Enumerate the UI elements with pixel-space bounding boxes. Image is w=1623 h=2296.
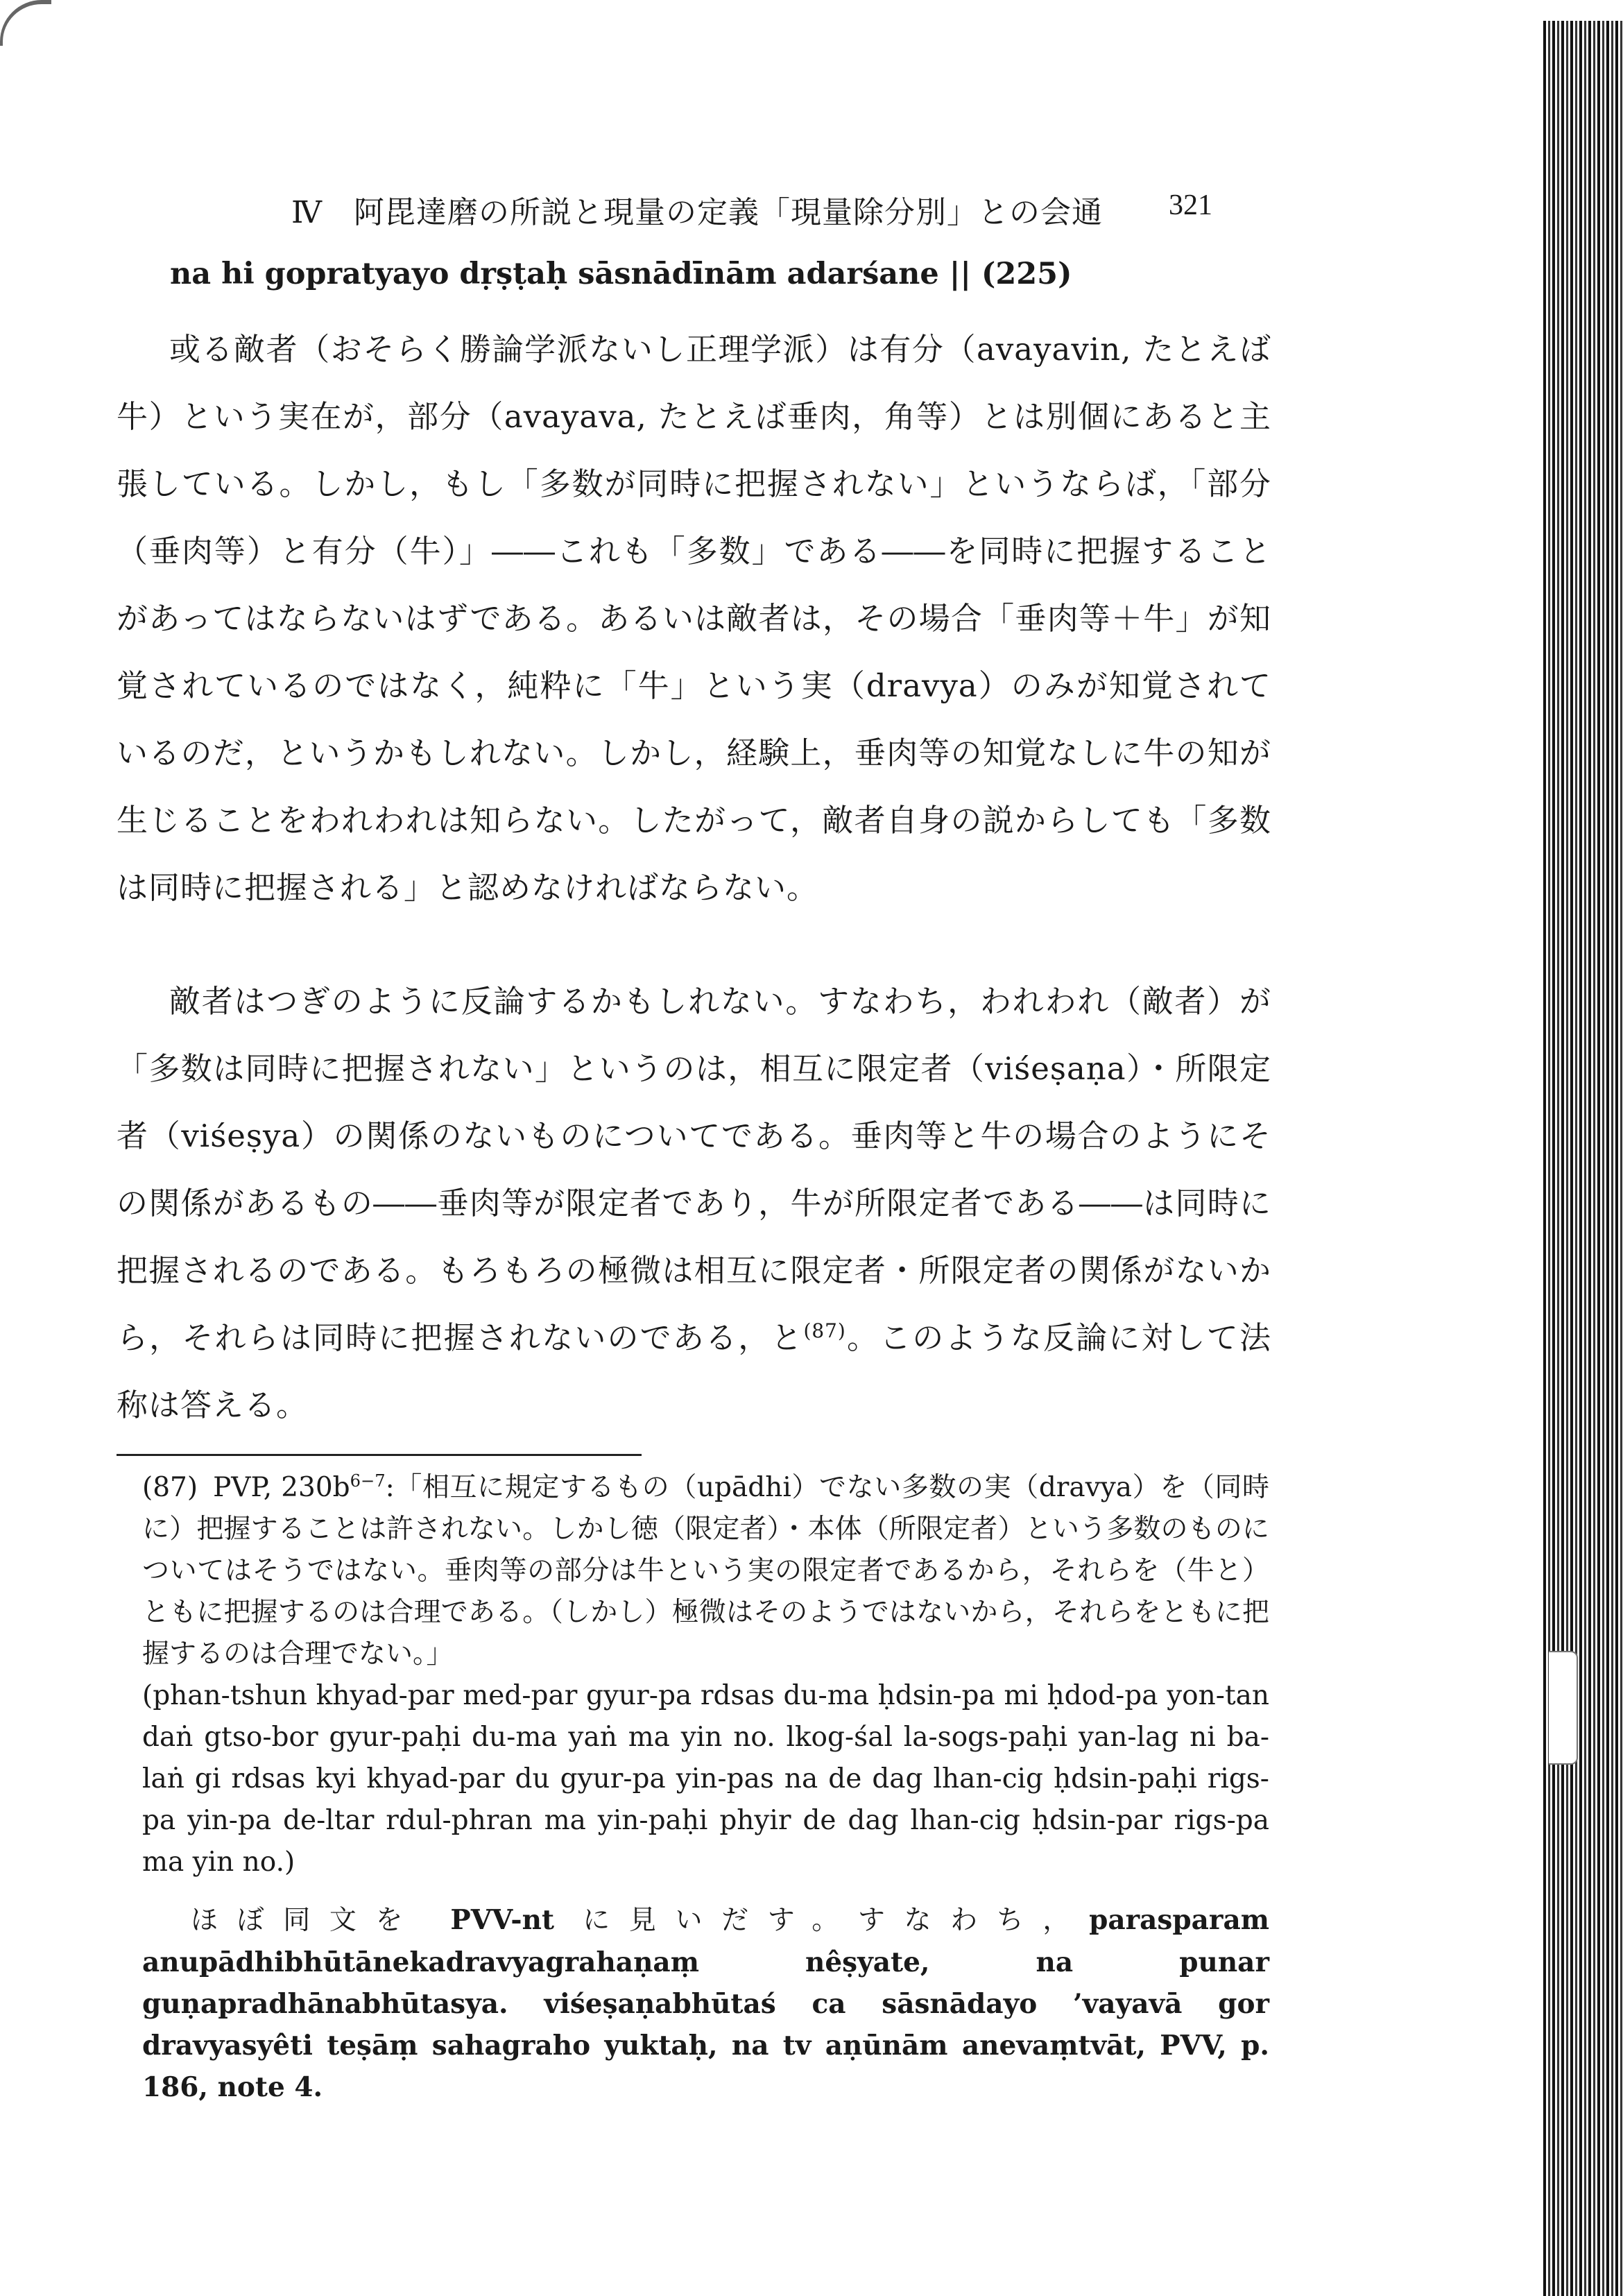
footnote-87 — [142, 1467, 1269, 1883]
body-paragraph-1: 或る敵者（おそらく勝論学派ないし正理学派）は有分（avayavin, たとえば牛）という実在が，部分（avayava, たとえば垂肉，角等）とは別個にあると主張している。しかし，もし「多数が同時に把握されない」というならば，「部分（垂肉等）と有分（牛）」――これも「多数」である――を同時に把握することがあってはならないはずである。あるいは敵者は，その場合「垂肉等＋牛」が知覚されているのではなく，純粋に「牛」という実（dravya）のみが知覚されているのだ，というかもしれない。しかし，経験上，垂肉等の知覚なしに牛の知が生じることをわれわれは知らない。したがって，敵者自身の説からしても「多数は同時に把握される」と認めなければならない。 — [117, 331, 1271, 906]
gutter-tab — [1549, 1651, 1578, 1765]
footnote-source: PVP, 230b — [213, 1472, 350, 1503]
verse-line: na hi gopratyayo dṛṣṭaḥ sāsnādīnām adarśane || (225) — [170, 257, 1072, 291]
footnote-source-pages: 6−7 — [350, 1471, 386, 1491]
page-header — [291, 187, 1262, 236]
footnote-label: (87) — [142, 1472, 198, 1503]
scan-corner-mark — [0, 0, 51, 46]
book-gutter — [1543, 21, 1623, 2296]
footnote-japanese: 「相互に規定するもの（upādhi）でない多数の実（dravya）を（同時に）把握することは許されない。しかし徳（限定者）・本体（所限定者）という多数のものについてはそうではない。垂肉等の部分は牛という実の限定者であるから，それらを（牛と）ともに把握するのは合理である。（しかし）極微はそのようではないから，それらをともに把握するのは合理でない。」 — [142, 1472, 1269, 1670]
footnote-sanskrit: parasparam anupādhibhūtānekadravyagrahaṇaṃ nêṣyate, na punar guṇapradhānabhūtasya. viśeṣaṇabhūtaś ca sāsnādayo ’vayavā gor dravyasyêti teṣāṃ sahagraho yuktaḥ, na tv aṇūnām anevaṃtvāt, PVV, p. 186, note 4. — [142, 1904, 1269, 2103]
footnote-87-paragraph-2 — [142, 1899, 1269, 2108]
running-head: Ⅳ 阿毘達磨の所説と現量の定義「現量除分別」との会通 — [291, 195, 1103, 230]
footnote-pvv-nt: PVV-nt — [422, 1904, 583, 1936]
footnote-colon: : — [385, 1472, 395, 1503]
paragraph-2-text: 敵者はつぎのように反論するかもしれない。すなわち，われわれ（敵者）が「多数は同時に把握されない」というのは，相互に限定者（viśeṣaṇa）・所限定者（viśeṣya）の関係のないものについてである。垂肉等と牛の場合のようにその関係があるもの――垂肉等が限定者であり，牛が所限定者である――は同時に把握されるのである。もろもろの極微は相互に限定者・所限定者の関係がないから，それらは同時に把握されないのである，と — [117, 983, 1271, 1356]
paragraph-2-end: 。このような反論に対して法称は答える。 — [117, 1319, 1271, 1423]
footnote-jp-b: に見いだす。すなわち， — [583, 1905, 1090, 1936]
footnote-rule — [117, 1454, 642, 1456]
footnote-tibetan: (phan-tshun khyad-par med-par gyur-pa rdsas du-ma ḥdsin-pa mi ḥdod-pa yon-tan daṅ gtso-bor gyur-paḥi du-ma yaṅ ma yin no. lkog-śal la-sogs-paḥi yan-lag ni ba-laṅ gi rdsas kyi khyad-par du gyur-pa yin-pas na de dag lhan-cig ḥdsin-paḥi rigs-pa yin-pa de-ltar rdul-phran ma yin-paḥi phyir de dag lhan-cig ḥdsin-par rigs-pa ma yin no.) — [142, 1680, 1269, 1878]
page-number: 321 — [1169, 189, 1212, 221]
body-paragraph-2 — [117, 968, 1271, 1439]
footnote-jp-a: ほぼ同文を — [191, 1905, 422, 1936]
note-reference-87[interactable]: (87) — [803, 1319, 846, 1342]
